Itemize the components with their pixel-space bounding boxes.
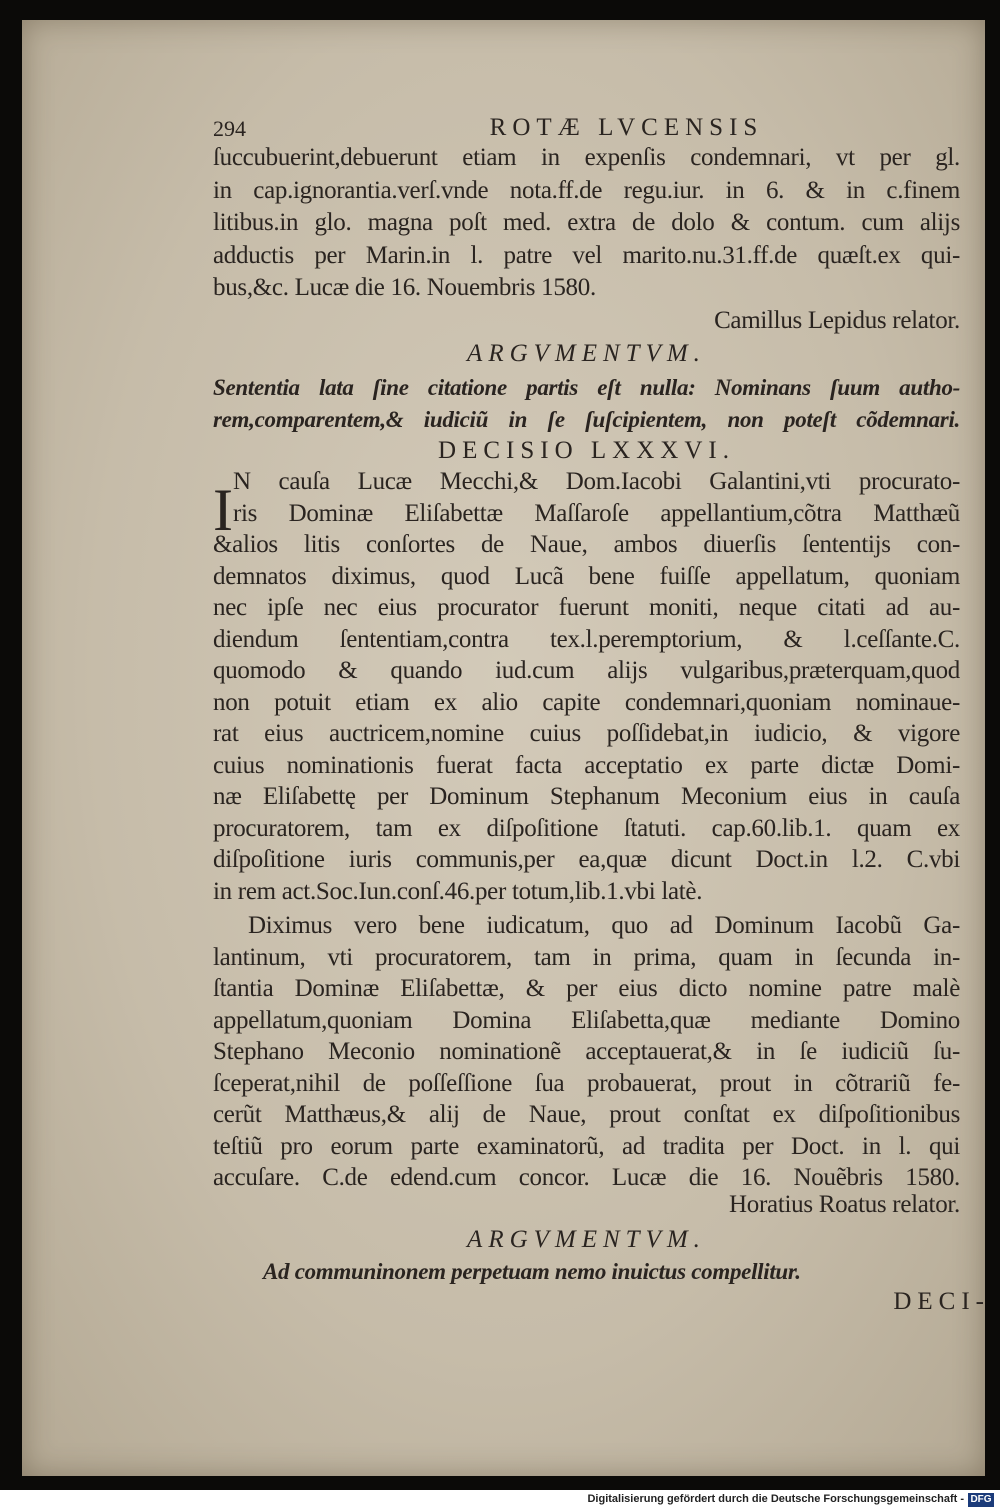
text-line: Diximus vero bene iudicatum, quo ad Dominum Iacobũ Ga- [248,912,960,939]
text-line: diendum ſententiam,contra tex.l.peremptorium, & l.ceſſante.C. [213,625,960,653]
running-title: ROTÆ LVCENSIS [489,114,764,141]
argumentum-heading-1: ARGVMENTVM. [467,340,706,367]
decisio-title: DECISIO LXXXVI. [438,437,735,464]
text-line: quomodo & quando iud.cum alijs vulgaribus,præterquam,quod [213,657,960,684]
text-line: non potuit etiam ex alio capite condemnari,quoniam nominaue- [213,688,960,716]
argumentum-line: Sententia lata ſine citatione partis eſt nulla: Nominans ſuum autho- [213,375,960,400]
drop-cap: I [213,477,233,543]
relator-1: Camillus Lepidus relator. [714,307,960,334]
text-line: Stephano Meconio nominationẽ acceptauerat,& in ſe iudiciũ ſu- [213,1038,960,1065]
text-line: næ Eliſabettę per Dominum Stephanum Meconium eius in cauſa [213,783,960,810]
text-line: N cauſa Lucæ Mecchi,& Dom.Iacobi Galantini,vti procurato- [233,468,960,495]
text-line: bus,&c. Lucæ die 16. Nouembris 1580. [213,274,596,301]
text-line: cuius nominationis fuerat facta acceptatio ex parte dictæ Domi- [213,751,960,779]
relator-2: Horatius Roatus relator. [729,1191,960,1218]
text-line: teſtiũ pro eorum parte examinatorũ, ad tradita per Doct. in l. qui [213,1132,960,1160]
text-line: accuſare. C.de edend.cum concor. Lucæ die 16. Nouẽbris 1580. [213,1164,960,1191]
text-line: demnatos diximus, quod Lucã bene fuiſſe appellatum, quoniam [213,562,960,590]
text-line: ſtantia Dominæ Eliſabettæ, & per eius dicto nomine patre malè [213,975,960,1002]
page-number: 294 [213,116,246,141]
text-line: lantinum, vti procuratorem, tam in prima, quam in ſecunda in- [213,943,960,971]
argumentum-line: rem,comparentem,& iudiciũ in ſe ſuſcipientem, non poteſt cõdemnari. [213,407,960,432]
text-line: &alios litis conſortes de Naue, ambos diuerſis ſententijs con- [213,531,960,558]
catchword: DECI- [893,1288,990,1315]
text-line: ris Dominæ Eliſabettæ Maſſaroſe appellantium,cõtra Matthæũ [233,499,960,527]
dfg-logo: DFG [968,1493,994,1507]
footer-credit: Digitalisierung gefördert durch die Deutsche Forschungsgemeinschaft - [587,1493,964,1505]
text-line: procuratorem, tam ex diſpoſitione ſtatuti. cap.60.lib.1. quam ex [213,814,960,842]
text-line: in rem act.Soc.Iun.conſ.46.per totum,lib.1.vbi latè. [213,877,703,905]
argumentum-heading-2: ARGVMENTVM. [467,1226,706,1253]
text-line: cerũt Matthæus,& alij de Naue, prout conſtat ex diſpoſitionibus [213,1101,960,1128]
text-line: litibus.in glo. magna poſt med. extra de dolo & contum. cum alijs [213,209,960,236]
text-line: rat eius auctricem,nomine cuius poſſidebat,in iudicio, & vigore [213,720,960,747]
text-line: ſceperat,nihil de poſſeſſione ſua probauerat, prout in cõtrariũ fe- [213,1069,960,1097]
text-line: appellatum,quoniam Domina Eliſabetta,quæ mediante Domino [213,1006,960,1034]
text-line: diſpoſitione iuris communis,per ea,quæ dicunt Doct.in l.2. C.vbi [213,846,960,873]
text-line: ſuccubuerint,debuerunt etiam in expenſis condemnari, vt per gl. [213,144,960,171]
argumentum-line: Ad communinonem perpetuam nemo inuictus compellitur. [263,1259,801,1284]
footer-bar [0,1490,1000,1512]
text-line: adductis per Marin.in l. patre vel marito.nu.31.ff.de quæſt.ex qui- [213,241,960,269]
text-line: in cap.ignorantia.verſ.vnde nota.ff.de regu.iur. in 6. & in c.finem [213,176,960,204]
text-line: nec ipſe nec eius procurator fuerunt moniti, neque citati ad au- [213,594,960,621]
